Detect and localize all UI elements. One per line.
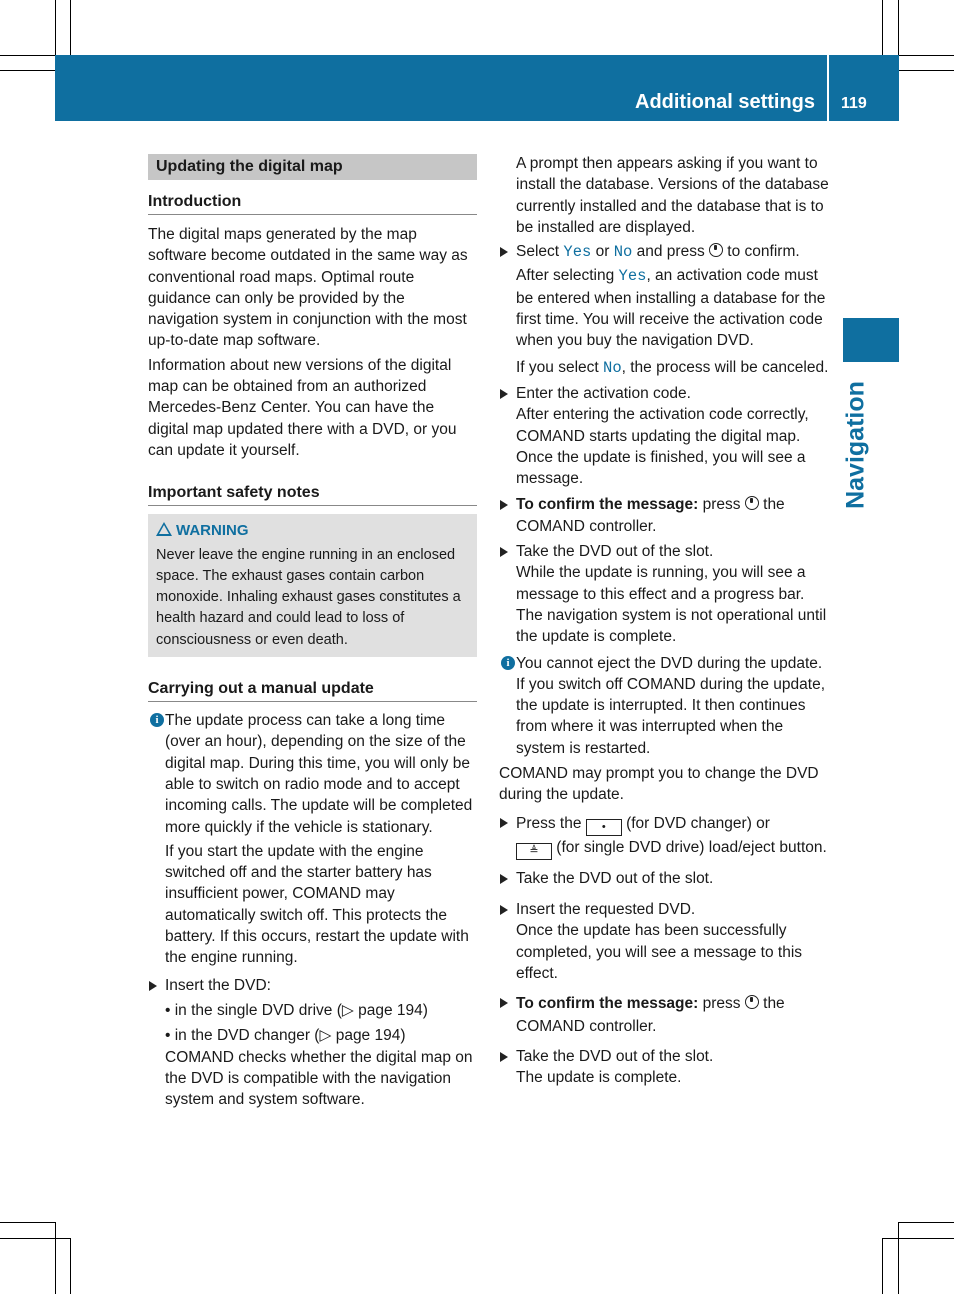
info-text: The update process can take a long time (over an hour), depending on the size of the digital map. During this time, you will only be able to switch on radio mode and to accept incoming calls. The update will be completed more quickly if the vehicle is stationary. [165, 712, 473, 836]
crop-mark [899, 1222, 954, 1223]
if-no [499, 357, 830, 379]
chapter-tab [843, 318, 899, 362]
crop-mark [898, 0, 899, 55]
warning-text: Never leave the engine running in an enclosed space. The exhaust gases contain carbon monoxide. Inhaling exhaust gases constitutes a health hazard and could lead to loss of consciousness or even death. [156, 546, 461, 648]
after-yes-pre: After selecting [516, 267, 619, 285]
changer-text: (for DVD changer) or [621, 814, 770, 832]
safety-heading: Important safety notes [148, 483, 477, 506]
single-drive-text: (for single DVD drive) load/eject button. [552, 838, 827, 856]
after-yes [499, 265, 830, 351]
manual-update-heading: Carrying out a manual update [148, 679, 477, 702]
select-pre: Select [516, 243, 564, 261]
section-title: Updating the digital map [148, 154, 477, 180]
crop-mark [70, 0, 71, 55]
step-press-eject [499, 812, 830, 860]
warning-icon [156, 522, 172, 536]
page-header [55, 55, 899, 121]
select-post: and press [632, 243, 709, 261]
crop-mark [70, 1238, 71, 1294]
step-insert-requested: Insert the requested DVD. [499, 899, 830, 920]
info2-text: You cannot eject the DVD during the update. If you switch off COMAND during the update, the update is interrupted. It then continues from where it was interrupted when the system is restarted. [516, 654, 826, 757]
crop-mark [899, 70, 954, 71]
press-the: Press the [516, 814, 586, 832]
crop-mark [899, 55, 954, 56]
crop-mark [882, 0, 883, 55]
right-column [499, 153, 830, 1089]
step-enter-code: Enter the activation code. [499, 383, 830, 404]
header-divider [827, 55, 829, 121]
left-column [148, 154, 477, 1110]
confirm-press-2: press [698, 995, 745, 1013]
step-take-out-2: Take the DVD out of the slot. [499, 868, 830, 889]
insert-req-after: Once the update has been successfully completed, you will see a message to this effect. [516, 922, 803, 982]
if-no-post: , the process will be canceled. [621, 358, 829, 376]
info-note [148, 710, 477, 838]
step-confirm-message-2 [499, 992, 830, 1038]
sub-single-drive: • in the single DVD drive (▷ page 194) [165, 1001, 428, 1019]
confirm-bold-2: To confirm the message: [516, 995, 699, 1013]
chapter-label-text: Navigation [841, 381, 870, 509]
after-yes-post: , an activation code must be entered when installing a database for the first time. You will receive the activation code when you buy the navigation DVD. [516, 267, 826, 350]
enter-code-after: After entering the activation code correctly, COMAND starts updating the digital map. Once the update is finished, you will see a message. [516, 406, 809, 488]
crop-mark [0, 70, 55, 71]
controller-icon [709, 243, 723, 257]
confirm-bold: To confirm the message: [516, 496, 699, 514]
info-note-2 [499, 653, 830, 759]
no-option: No [603, 358, 622, 377]
warning-box [148, 514, 477, 657]
step-take-out: Take the DVD out of the slot. [499, 541, 830, 562]
confirm-rest: the COMAND controller. [516, 496, 785, 535]
prompt-text: A prompt then appears asking if you want to install the database. Versions of the database currently installed and the database that is to be installed are displayed. [516, 155, 829, 236]
crop-mark [882, 1238, 883, 1294]
intro-heading: Introduction [148, 192, 477, 215]
crop-mark [55, 0, 56, 55]
info-note-p2: If you start the update with the engine switched off and the starter battery has insufficient power, COMAND may automatically switch off. This protects the battery. If this occurs, restart the update with the engine running. [165, 842, 469, 967]
step-insert-dvd: Insert the DVD: [148, 975, 477, 996]
controller-icon [745, 496, 759, 510]
header-title: Additional settings [635, 91, 815, 113]
intro-paragraph: The digital maps generated by the map software become outdated in the same way as conventional road maps. Optimal route guidance can only be provided by the navigation system in conjunction with the most up-to-date map software. [148, 226, 468, 350]
info-icon: i [501, 656, 515, 670]
crop-mark [0, 1238, 70, 1239]
confirm-rest-2: the COMAND controller. [516, 995, 785, 1036]
info-icon: i [150, 713, 164, 727]
controller-icon [745, 995, 759, 1009]
yes-option: Yes [618, 267, 647, 286]
may-prompt: COMAND may prompt you to change the DVD during the update. [499, 765, 819, 804]
to-confirm: to confirm. [723, 243, 800, 261]
page-number: 119 [841, 95, 867, 112]
crop-mark [0, 55, 55, 56]
eject-key-icon: ≜ [516, 843, 552, 860]
dvd-changer-key-icon: • [586, 819, 622, 836]
crop-mark [0, 1222, 55, 1223]
update-complete: The update is complete. [516, 1069, 682, 1087]
take-out-after: While the update is running, you will see a message to this effect and a progress bar. The navigation system is not operational until the update is complete. [516, 564, 827, 646]
intro-paragraph-2: Information about new versions of the digital map can be obtained from an authorized Mercedes-Benz Center. You can have the digital map updated there with a DVD, or you can update it yourself. [148, 356, 457, 459]
sub-changer: • in the DVD changer (▷ page 194) [165, 1027, 406, 1045]
no-option: No [613, 243, 633, 262]
warning-title: WARNING [176, 522, 249, 540]
step-confirm-message [499, 494, 830, 537]
or-text: or [591, 243, 614, 261]
check-text: COMAND checks whether the digital map on the DVD is compatible with the navigation system and system software. [165, 1048, 473, 1109]
if-no-pre: If you select [516, 358, 604, 376]
crop-mark [55, 1222, 56, 1294]
crop-mark [898, 1222, 899, 1294]
crop-mark [882, 1238, 954, 1239]
yes-option: Yes [563, 243, 592, 262]
step-select [499, 241, 830, 263]
step-take-out-3: Take the DVD out of the slot. [499, 1046, 830, 1067]
chapter-label [836, 380, 876, 510]
confirm-press: press [698, 496, 745, 514]
